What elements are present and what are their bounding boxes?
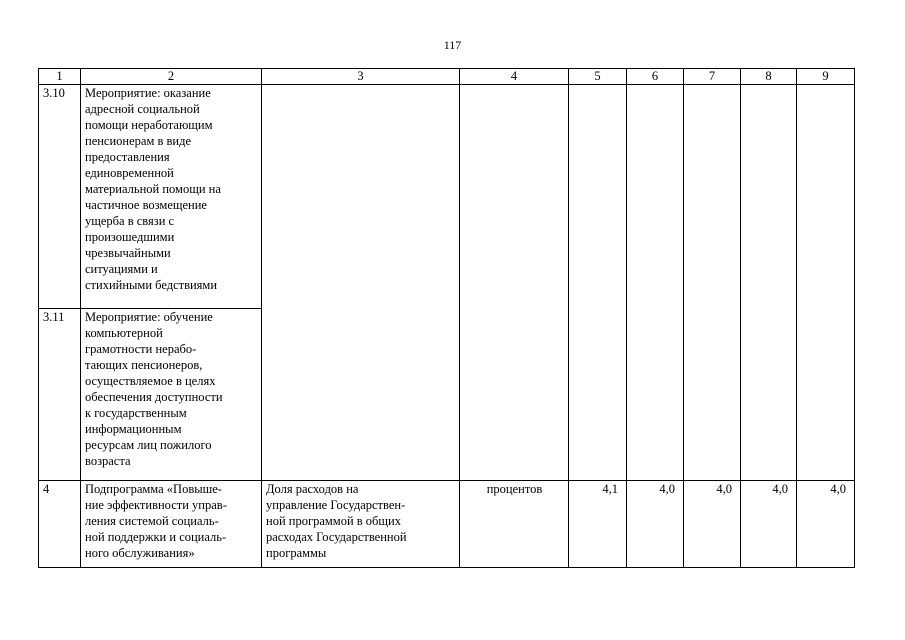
row-name: Мероприятие: оказание адресной социальной помощи неработающим пенсионерам в виде предоставления единовременной материальной помощи на частичное возмещение ущерба в связи с произошедшими чрезвычайными ситуациями и стихийными бедствиями <box>81 85 262 309</box>
row-value-9: 4,0 <box>797 481 855 568</box>
header-col-5: 5 <box>569 69 627 85</box>
empty-cell <box>460 85 569 481</box>
header-col-6: 6 <box>627 69 684 85</box>
header-col-4: 4 <box>460 69 569 85</box>
table-row <box>39 481 855 568</box>
empty-cell <box>569 85 627 481</box>
empty-cell <box>262 85 460 481</box>
row-number: 3.10 <box>39 85 81 309</box>
header-col-1: 1 <box>39 69 81 85</box>
header-col-3: 3 <box>262 69 460 85</box>
program-table <box>38 68 855 568</box>
empty-cell <box>684 85 741 481</box>
header-col-8: 8 <box>741 69 797 85</box>
header-col-2: 2 <box>81 69 262 85</box>
empty-cell <box>627 85 684 481</box>
row-indicator: Доля расходов на управление Государствен- ной программой в общих расходах Государственной программы <box>262 481 460 568</box>
empty-cell <box>797 85 855 481</box>
row-value-7: 4,0 <box>684 481 741 568</box>
header-col-7: 7 <box>684 69 741 85</box>
page-number: 117 <box>443 38 462 52</box>
row-number: 4 <box>39 481 81 568</box>
table-header-row <box>39 69 855 85</box>
header-col-9: 9 <box>797 69 855 85</box>
row-name: Мероприятие: обучение компьютерной грамотности нерабо- тающих пенсионеров, осуществляемое в целях обеспечения доступности к государственным информационным ресурсам лиц пожилого возраста <box>81 309 262 481</box>
row-name: Подпрограмма «Повыше- ние эффективности управ- ления системой социаль- ной поддержки и социаль- ного обслуживания» <box>81 481 262 568</box>
row-value-8: 4,0 <box>741 481 797 568</box>
row-number: 3.11 <box>39 309 81 481</box>
row-value-6: 4,0 <box>627 481 684 568</box>
table-row <box>39 85 855 309</box>
empty-cell <box>741 85 797 481</box>
row-unit: процентов <box>460 481 569 568</box>
row-value-5: 4,1 <box>569 481 627 568</box>
